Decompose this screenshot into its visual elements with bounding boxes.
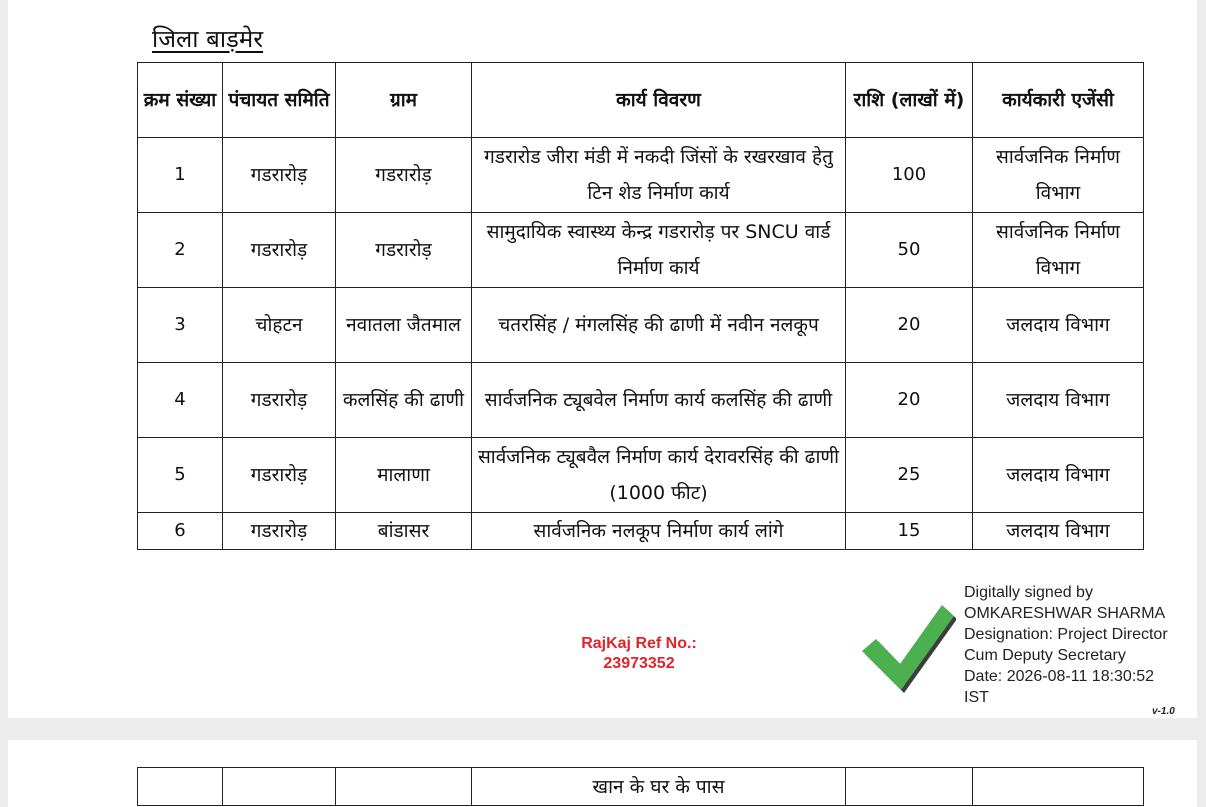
cell-village: कलसिंह की ढाणी xyxy=(336,363,472,438)
header-agency: कार्यकारी एजेंसी xyxy=(973,63,1144,138)
cell-agency: जलदाय विभाग xyxy=(973,363,1144,438)
cell-agency: सार्वजनिक निर्माण विभाग xyxy=(973,213,1144,288)
cell-amount: 20 xyxy=(846,288,973,363)
cell-amount: 20 xyxy=(846,363,973,438)
cell-work-description: सार्वजनिक ट्यूबवैल निर्माण कार्य देरावरसिंह की ढाणी (1000 फीट) xyxy=(472,438,846,513)
cell-panchayat-samiti xyxy=(223,768,336,806)
works-table xyxy=(137,62,1144,550)
signature-line: Digitally signed by xyxy=(964,584,1093,601)
version-label: v-1.0 xyxy=(1152,706,1175,717)
rajkaj-ref-label: RajKaj Ref No.: xyxy=(581,635,697,652)
cell-work-description: गडरारोड जीरा मंडी में नकदी जिंसों के रखरखाव हेतु टिन शेड निर्माण कार्य xyxy=(472,138,846,213)
cell-panchayat-samiti: गडरारोड़ xyxy=(223,438,336,513)
cell-amount: 25 xyxy=(846,438,973,513)
cell-agency: जलदाय विभाग xyxy=(973,288,1144,363)
cell-serial: 1 xyxy=(138,138,223,213)
table-header-row xyxy=(138,63,1144,138)
continuation-table xyxy=(137,767,1144,806)
cell-agency xyxy=(973,768,1144,806)
cell-serial: 3 xyxy=(138,288,223,363)
signature-timezone: IST xyxy=(964,689,989,706)
table-row xyxy=(138,768,1144,806)
cell-panchayat-samiti: गडरारोड़ xyxy=(223,363,336,438)
table-row xyxy=(138,138,1144,213)
cell-work-description: चतरसिंह / मंगलसिंह की ढाणी में नवीन नलकूप xyxy=(472,288,846,363)
table-row xyxy=(138,363,1144,438)
cell-work-description: खान के घर के पास xyxy=(472,768,846,806)
cell-work-description: सार्वजनिक ट्यूबवेल निर्माण कार्य कलसिंह की ढाणी xyxy=(472,363,846,438)
rajkaj-ref-number: 23973352 xyxy=(603,655,675,672)
signer-name: OMKARESHWAR SHARMA xyxy=(964,605,1166,622)
cell-amount: 100 xyxy=(846,138,973,213)
cell-amount xyxy=(846,768,973,806)
signer-designation: Designation: Project Director xyxy=(964,626,1168,643)
header-village: ग्राम xyxy=(336,63,472,138)
cell-work-description: सामुदायिक स्वास्थ्य केन्द्र गडरारोड़ पर SNCU वार्ड निर्माण कार्य xyxy=(472,213,846,288)
table-row xyxy=(138,438,1144,513)
cell-agency: जलदाय विभाग xyxy=(973,513,1144,550)
cell-village xyxy=(336,768,472,806)
cell-serial: 4 xyxy=(138,363,223,438)
table-row xyxy=(138,513,1144,550)
cell-village: मालाणा xyxy=(336,438,472,513)
cell-serial: 5 xyxy=(138,438,223,513)
cell-work-description: सार्वजनिक नलकूप निर्माण कार्य लांगे xyxy=(472,513,846,550)
header-work-description: कार्य विवरण xyxy=(472,63,846,138)
cell-agency: सार्वजनिक निर्माण विभाग xyxy=(973,138,1144,213)
district-title: जिला बाड़मेर xyxy=(152,25,264,53)
cell-panchayat-samiti: चोहटन xyxy=(223,288,336,363)
cell-village: गडरारोड़ xyxy=(336,138,472,213)
cell-serial: 6 xyxy=(138,513,223,550)
header-amount: राशि (लाखों में) xyxy=(846,63,973,138)
cell-village: बांडासर xyxy=(336,513,472,550)
cell-panchayat-samiti: गडरारोड़ xyxy=(223,138,336,213)
table-row xyxy=(138,213,1144,288)
cell-serial: 2 xyxy=(138,213,223,288)
rajkaj-reference xyxy=(560,634,718,674)
cell-panchayat-samiti: गडरारोड़ xyxy=(223,513,336,550)
signature-date: Date: 2026-08-11 18:30:52 xyxy=(964,668,1155,685)
cell-panchayat-samiti: गडरारोड़ xyxy=(223,213,336,288)
header-panchayat-samiti: पंचायत समिति xyxy=(223,63,336,138)
cell-serial xyxy=(138,768,223,806)
check-icon xyxy=(856,598,956,693)
header-serial: क्रम संख्या xyxy=(138,63,223,138)
cell-village: नवातला जैतमाल xyxy=(336,288,472,363)
cell-amount: 15 xyxy=(846,513,973,550)
digital-signature-block xyxy=(964,582,1194,708)
cell-amount: 50 xyxy=(846,213,973,288)
cell-village: गडरारोड़ xyxy=(336,213,472,288)
cell-agency: जलदाय विभाग xyxy=(973,438,1144,513)
table-row xyxy=(138,288,1144,363)
signer-designation-cont: Cum Deputy Secretary xyxy=(964,647,1126,664)
